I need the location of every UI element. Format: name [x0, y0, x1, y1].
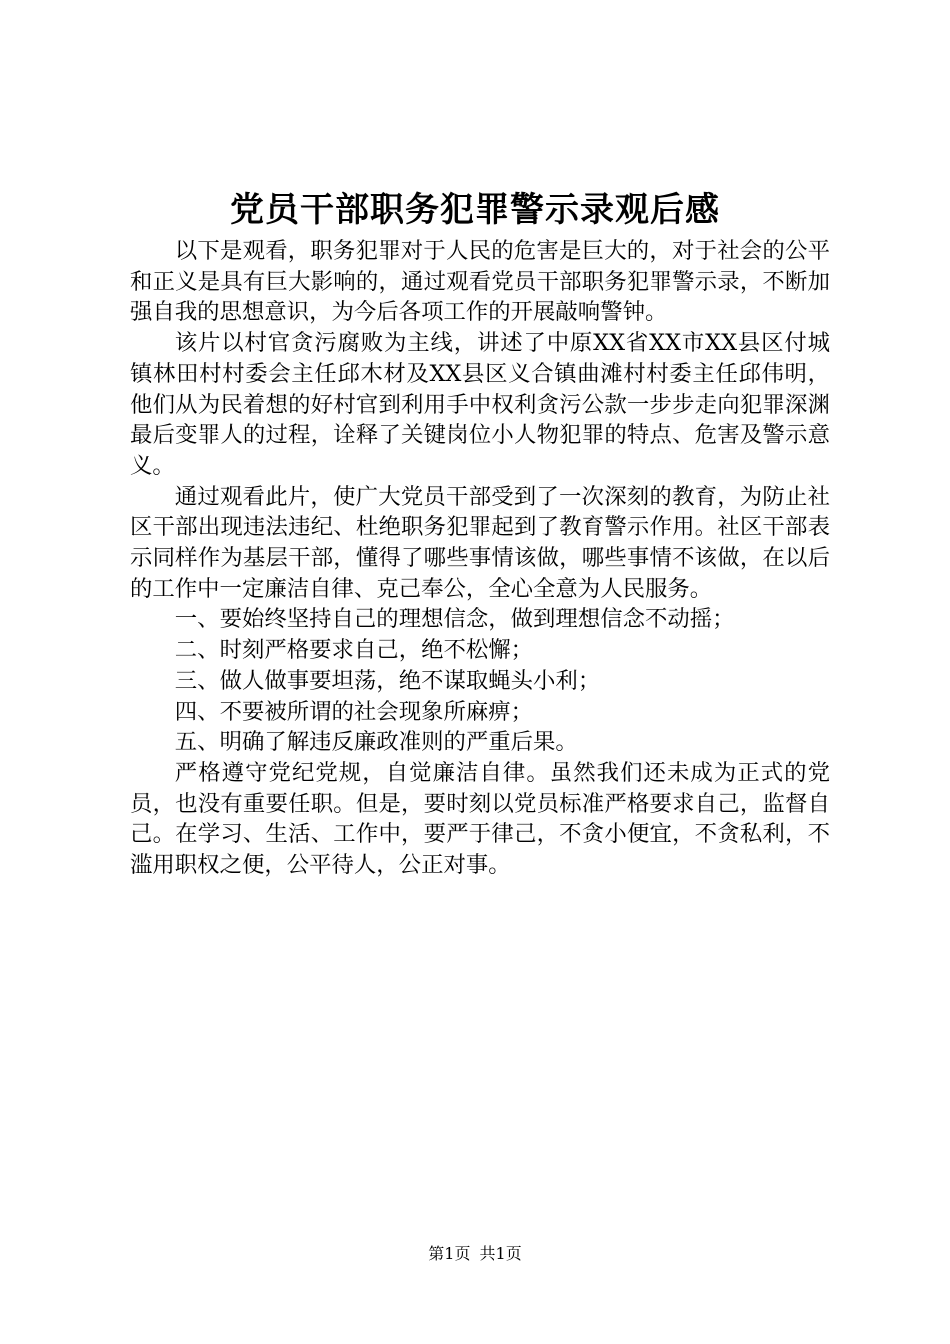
page-footer	[0, 1243, 950, 1265]
page-number-total: 共1页	[479, 1244, 522, 1263]
page-number-current: 第1页	[428, 1244, 471, 1263]
list-item-3: 三、做人做事要坦荡，绝不谋取蝇头小利；	[174, 667, 601, 694]
list-item-5: 五、明确了解违反廉政准则的严重后果。	[174, 729, 578, 756]
paragraph-film-summary: 该片以村官贪污腐败为主线，讲述了中原XX省XX市XX县区付城镇林田村村委会主任邱木材及XX县区义合镇曲滩村村委主任邱伟明，他们从为民着想的好村官到利用手中权利贪污公款一步步走向犯罪深渊最后变罪人的过程，诠释了关键岗位小人物犯罪的特点、危害及警示意义。	[130, 330, 830, 479]
list-item-2: 二、时刻严格要求自己，绝不松懈；	[174, 637, 534, 664]
list-item-4: 四、不要被所谓的社会现象所麻痹；	[174, 698, 534, 725]
document-body	[130, 236, 830, 881]
paragraph-intro: 以下是观看，职务犯罪对于人民的危害是巨大的，对于社会的公平和正义是具有巨大影响的，通过观看党员干部职务犯罪警示录，不断加强自我的思想意识，为今后各项工作的开展敲响警钟。	[130, 238, 830, 326]
paragraph-conclusion: 严格遵守党纪党规，自觉廉洁自律。虽然我们还未成为正式的党员，也没有重要任职。但是，要时刻以党员标准严格要求自己，监督自己。在学习、生活、工作中，要严于律己，不贪小便宜，不贪私利，不滥用职权之便，公平待人，公正对事。	[130, 759, 830, 879]
paragraph-effect: 通过观看此片，使广大党员干部受到了一次深刻的教育，为防止社区干部出现违法违纪、杜绝职务犯罪起到了教育警示作用。社区干部表示同样作为基层干部，懂得了哪些事情该做，哪些事情不该做，在以后的工作中一定廉洁自律、克己奉公，全心全意为人民服务。	[130, 483, 830, 602]
document-title: 党员干部职务犯罪警示录观后感	[230, 190, 720, 230]
list-item-1: 一、要始终坚持自己的理想信念，做到理想信念不动摇；	[174, 606, 735, 633]
